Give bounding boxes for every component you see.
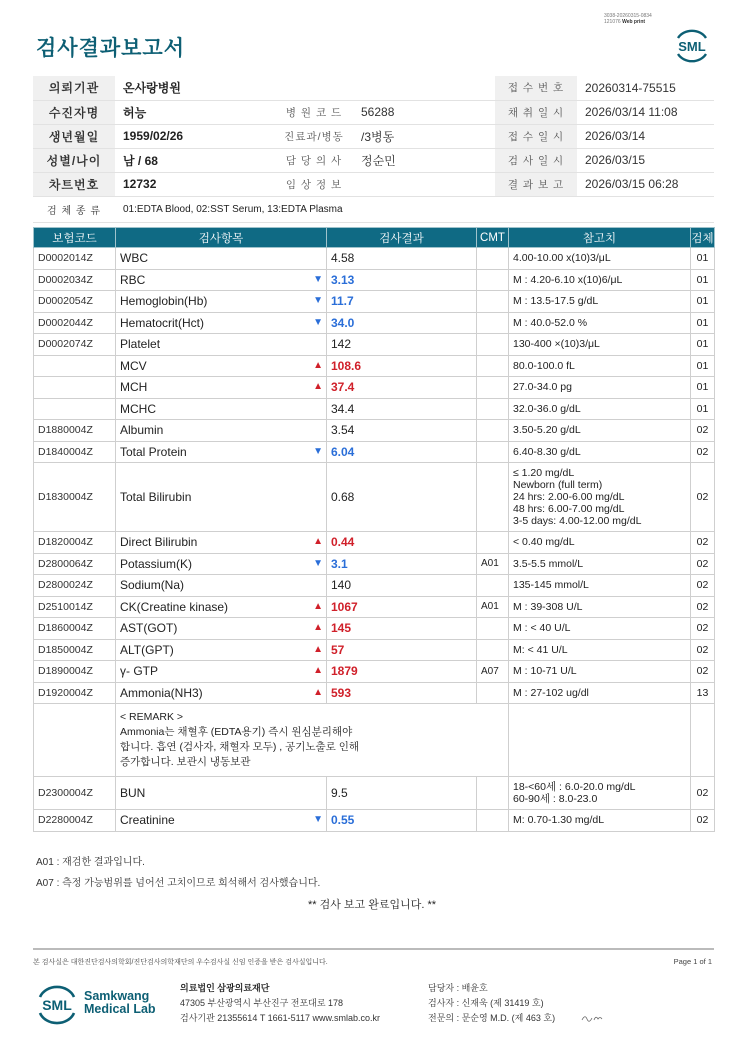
result-value: 108.6 [327, 355, 477, 377]
reference-range: M : 40.0-52.0 % [509, 312, 691, 334]
test-name-text: Direct Bilirubin [120, 535, 198, 550]
column-header: 검체 [691, 228, 715, 248]
org-name: 의료법인 삼광의료재단 [180, 983, 270, 993]
insurance-code: D0002034Z [34, 269, 116, 291]
specimen-code: 01 [691, 248, 715, 270]
reference-range: 3.5-5.5 mmol/L [509, 553, 691, 575]
reference-range: 4.00-10.00 x(10)3/μL [509, 248, 691, 270]
test-date-label: 검 사 일 시 [495, 148, 577, 172]
insurance-code: D0002054Z [34, 291, 116, 313]
specimen-code: 02 [691, 463, 715, 532]
reference-range: M : 13.5-17.5 g/dL [509, 291, 691, 313]
comment-code [477, 777, 509, 810]
test-name [116, 575, 327, 597]
column-header: 참고치 [509, 228, 691, 248]
document-code [604, 13, 652, 25]
result-value: 3.54 [327, 420, 477, 442]
result-value: 3.1 [327, 553, 477, 575]
test-name-text: Platelet [120, 337, 161, 352]
comment-code: A07 [477, 661, 509, 683]
collect-value: 2026/03/14 11:08 [577, 100, 714, 124]
test-name [116, 441, 327, 463]
patient-value: 허능 [115, 100, 275, 124]
brand-line2: Medical Lab [84, 1002, 156, 1016]
test-name-text: Sodium(Na) [120, 578, 185, 593]
table-row [34, 334, 715, 356]
table-row [34, 682, 715, 704]
patient-label: 수진자명 [33, 100, 115, 124]
insurance-code [34, 377, 116, 399]
test-name [116, 553, 327, 575]
recv-date-label: 접 수 일 시 [495, 124, 577, 148]
results-header-row [34, 228, 715, 248]
insurance-code: D0002074Z [34, 334, 116, 356]
insurance-code: D1880004Z [34, 420, 116, 442]
remark-line: < REMARK > [120, 711, 184, 723]
test-name-text: BUN [120, 786, 146, 800]
table-row [34, 661, 715, 683]
note-a01: A01 : 재검한 결과입니다. [36, 857, 145, 868]
web-print-label: Web print [622, 19, 646, 25]
table-row [34, 704, 715, 777]
reference-range: M : 39-308 U/L [509, 596, 691, 618]
test-date-value: 2026/03/15 [577, 148, 714, 172]
result-value: 140 [327, 575, 477, 597]
specimen-code: 02 [691, 618, 715, 640]
table-row [34, 777, 715, 810]
comment-code [477, 618, 509, 640]
logo-text: SML [678, 39, 706, 54]
reference-line: 3-5 days: 4.00-12.00 mg/dL [513, 515, 642, 527]
test-name [116, 682, 327, 704]
comment-code [477, 377, 509, 399]
test-name-text: MCHC [120, 401, 156, 416]
test-name [116, 398, 327, 420]
test-name-text: Total Bilirubin [120, 490, 192, 504]
result-value: 4.58 [327, 248, 477, 270]
comment-code [477, 269, 509, 291]
table-row [34, 596, 715, 618]
test-name-text: CK(Creatine kinase) [120, 599, 229, 614]
result-value: 11.7 [327, 291, 477, 313]
result-value: 145 [327, 618, 477, 640]
collect-label: 채 취 일 시 [495, 100, 577, 124]
table-row [34, 441, 715, 463]
reference-range: 80.0-100.0 fL [509, 355, 691, 377]
test-name-text: RBC [120, 272, 146, 287]
low-flag-icon: ▼ [313, 557, 323, 569]
test-name [116, 618, 327, 640]
test-name [116, 291, 327, 313]
comment-code [477, 810, 509, 832]
doc-code-line2: 121076 [604, 19, 621, 25]
doctor-value: 정순민 [353, 148, 479, 172]
test-name [116, 377, 327, 399]
comment-code [477, 334, 509, 356]
comment-code [477, 441, 509, 463]
high-flag-icon: ▲ [313, 622, 323, 634]
reference-range: 130-400 ×(10)3/μL [509, 334, 691, 356]
test-name-text: ALT(GPT) [120, 642, 174, 657]
insurance-code: D1830004Z [34, 463, 116, 532]
table-row [34, 269, 715, 291]
table-row [34, 420, 715, 442]
table-row [34, 639, 715, 661]
recv-no-value: 20260314-75515 [577, 76, 714, 100]
brand-name [84, 990, 156, 1016]
specimen-code: 02 [691, 532, 715, 554]
test-name [116, 777, 327, 810]
hosp-code-label: 병 원 코 드 [275, 100, 353, 124]
specimen-code: 01 [691, 398, 715, 420]
test-name [116, 810, 327, 832]
insurance-code: D0002014Z [34, 248, 116, 270]
test-name-text: MCH [120, 380, 148, 395]
high-flag-icon: ▲ [313, 665, 323, 677]
clinical-value [353, 172, 479, 196]
org-address: 47305 부산광역시 부산진구 전포대로 178 [180, 998, 344, 1008]
clinical-label: 임 상 정 보 [275, 172, 353, 196]
org-value: 온사랑병원 [115, 76, 495, 100]
test-name [116, 532, 327, 554]
comment-code [477, 682, 509, 704]
specimen-code: 01 [691, 355, 715, 377]
comment-code: A01 [477, 596, 509, 618]
result-value: 142 [327, 334, 477, 356]
note-a07: A07 : 측정 가능범위를 넘어선 고치이므로 희석해서 검사했습니다. [36, 878, 321, 889]
comment-code [477, 312, 509, 334]
results-table [33, 227, 715, 832]
remark-line: 합니다. 흡연 (검사자, 채혈자 모두) , 공기노출로 인해 [120, 741, 360, 753]
insurance-code: D2280004Z [34, 810, 116, 832]
specimen-code: 02 [691, 777, 715, 810]
test-name-text: Hematocrit(Hct) [120, 315, 205, 330]
insurance-code: D1860004Z [34, 618, 116, 640]
recv-no-label: 접 수 번 호 [495, 76, 577, 100]
insurance-code: D2300004Z [34, 777, 116, 810]
specimen-code: 02 [691, 661, 715, 683]
insurance-code: D1890004Z [34, 661, 116, 683]
reference-range: 135-145 mmol/L [509, 575, 691, 597]
specimen-code: 02 [691, 596, 715, 618]
test-name [116, 463, 327, 532]
staff-manager: 담당자 : 배윤호 [428, 983, 488, 993]
column-header: 검사결과 [327, 228, 477, 248]
specimen-code: 01 [691, 269, 715, 291]
table-row [34, 810, 715, 832]
insurance-code: D1840004Z [34, 441, 116, 463]
recv-date-value: 2026/03/14 [577, 124, 714, 148]
column-header: 보험코드 [34, 228, 116, 248]
comment-code [477, 355, 509, 377]
table-row [34, 618, 715, 640]
specimen-code: 02 [691, 639, 715, 661]
reference-line: 60-90세 : 8.0-23.0 [513, 793, 598, 805]
test-name-text: Albumin [120, 423, 164, 438]
table-row [34, 398, 715, 420]
insurance-code: D1850004Z [34, 639, 116, 661]
test-name-text: Creatinine [120, 813, 175, 828]
test-name-text: Hemoglobin(Hb) [120, 294, 208, 309]
table-row [34, 248, 715, 270]
test-name [116, 312, 327, 334]
insurance-code: D2800024Z [34, 575, 116, 597]
organization-info [180, 981, 380, 1026]
specimen-code: 01 [691, 312, 715, 334]
table-row [34, 463, 715, 532]
reference-line: ≤ 1.20 mg/dL [513, 467, 575, 479]
test-name-text: Potassium(K) [120, 556, 193, 571]
reference-range: 3.50-5.20 g/dL [509, 420, 691, 442]
notes [36, 852, 320, 894]
insurance-code: D1920004Z [34, 682, 116, 704]
sml-footer-logo-icon [34, 985, 80, 1025]
high-flag-icon: ▲ [313, 643, 323, 655]
sex-age-label: 성별/나이 [33, 148, 115, 172]
reference-range [509, 777, 691, 810]
comment-code [477, 575, 509, 597]
high-flag-icon: ▲ [313, 359, 323, 371]
low-flag-icon: ▼ [313, 316, 323, 328]
test-name [116, 269, 327, 291]
sml-logo-icon [672, 28, 712, 64]
specimen-code: 02 [691, 575, 715, 597]
result-value: 6.04 [327, 441, 477, 463]
table-row [34, 355, 715, 377]
test-name-text: γ- GTP [120, 664, 158, 679]
patient-info-table [33, 76, 714, 223]
comment-code [477, 463, 509, 532]
report-label: 결 과 보 고 [495, 172, 577, 196]
org-contact: 검사기관 21355614 T 1661-5117 www.smlab.co.kr [180, 1013, 381, 1023]
test-name-text: Total Protein [120, 444, 187, 459]
low-flag-icon: ▼ [313, 445, 323, 457]
test-name [116, 334, 327, 356]
result-value: 34.0 [327, 312, 477, 334]
test-name [116, 596, 327, 618]
insurance-code [34, 398, 116, 420]
remark-line: 증가합니다. 보관시 냉동보관 [120, 756, 251, 768]
specimen-code: 01 [691, 334, 715, 356]
result-value: 34.4 [327, 398, 477, 420]
signature-icon [580, 1013, 604, 1023]
footer-divider [33, 948, 714, 950]
low-flag-icon: ▼ [313, 273, 323, 285]
sex-age-value: 남 / 68 [115, 148, 275, 172]
reference-range: M : 10-71 U/L [509, 661, 691, 683]
insurance-code: D2510014Z [34, 596, 116, 618]
page-title: 검사결과보고서 [36, 37, 186, 60]
test-name-text: Ammonia(NH3) [120, 685, 203, 700]
reference-range [509, 463, 691, 532]
brand-line1: Samkwang [84, 989, 150, 1003]
result-value: 0.44 [327, 532, 477, 554]
staff-tester: 검사자 : 신재욱 (제 31419 호) [428, 998, 544, 1008]
high-flag-icon: ▲ [313, 381, 323, 393]
page-number: Page 1 of 1 [673, 957, 712, 966]
insurance-code: D2800064Z [34, 553, 116, 575]
high-flag-icon: ▲ [313, 600, 323, 612]
test-name [116, 355, 327, 377]
test-name [116, 248, 327, 270]
high-flag-icon: ▲ [313, 686, 323, 698]
dept-value: /3병동 [353, 124, 479, 148]
hosp-code-value: 56288 [353, 100, 479, 124]
result-value: 1879 [327, 661, 477, 683]
comment-code [477, 532, 509, 554]
test-name-text: AST(GOT) [120, 621, 178, 636]
specimen-code: 01 [691, 377, 715, 399]
chart-no-value: 12732 [115, 172, 275, 196]
dept-label: 진료과/병동 [275, 124, 353, 148]
table-row [34, 553, 715, 575]
certification-text: 본 검사실은 대한진단검사의학회/진단검사의학재단의 우수검사실 신임 인증을 받은 검사실입니다. [33, 959, 328, 966]
comment-code: A01 [477, 553, 509, 575]
test-name [116, 661, 327, 683]
report-value: 2026/03/15 06:28 [577, 172, 714, 196]
test-name [116, 420, 327, 442]
insurance-code [34, 355, 116, 377]
reference-range: 32.0-36.0 g/dL [509, 398, 691, 420]
high-flag-icon: ▲ [313, 536, 323, 548]
comment-code [477, 291, 509, 313]
result-value: 0.55 [327, 810, 477, 832]
reference-line: 48 hrs: 6.00-7.00 mg/dL [513, 503, 625, 515]
reference-line: 24 hrs: 2.00-6.00 mg/dL [513, 491, 625, 503]
specimen-code: 02 [691, 553, 715, 575]
remark-line: Ammonia는 채혈후 (EDTA용기) 즉시 원심분리해야 [120, 726, 353, 738]
comment-code [477, 639, 509, 661]
reference-line: Newborn (full term) [513, 479, 603, 491]
reference-line: 18-<60세 : 6.0-20.0 mg/dL [513, 781, 636, 793]
table-row [34, 312, 715, 334]
doctor-label: 담 당 의 사 [275, 148, 353, 172]
column-header: CMT [477, 228, 509, 248]
remark-cell [116, 704, 509, 777]
reference-range: M: 0.70-1.30 mg/dL [509, 810, 691, 832]
specimen-code: 02 [691, 420, 715, 442]
result-value: 0.68 [327, 463, 477, 532]
dob-value: 1959/02/26 [115, 124, 275, 148]
result-value: 1067 [327, 596, 477, 618]
table-row [34, 532, 715, 554]
report-complete-text: ** 검사 보고 완료입니다. ** [307, 899, 437, 911]
insurance-code: D1820004Z [34, 532, 116, 554]
test-name [116, 639, 327, 661]
footer-logo-text: SML [42, 997, 72, 1013]
staff-specialist: 전문의 : 문순영 M.D. (제 463 호) [428, 1013, 556, 1023]
specimen-code: 02 [691, 441, 715, 463]
result-value: 9.5 [327, 777, 477, 810]
result-value: 37.4 [327, 377, 477, 399]
specimen-value: 01:EDTA Blood, 02:SST Serum, 13:EDTA Plasma [115, 196, 714, 222]
result-value: 3.13 [327, 269, 477, 291]
test-name-text: WBC [120, 251, 148, 266]
insurance-code: D0002044Z [34, 312, 116, 334]
low-flag-icon: ▼ [313, 295, 323, 307]
test-name-text: MCV [120, 358, 147, 373]
comment-code [477, 420, 509, 442]
table-row [34, 575, 715, 597]
reference-range: 27.0-34.0 pg [509, 377, 691, 399]
result-value: 593 [327, 682, 477, 704]
specimen-label: 검 체 종 류 [33, 196, 115, 222]
org-label: 의뢰기관 [33, 76, 115, 100]
specimen-code: 01 [691, 291, 715, 313]
chart-no-label: 차트번호 [33, 172, 115, 196]
reference-range: M: < 41 U/L [509, 639, 691, 661]
specimen-code: 02 [691, 810, 715, 832]
staff-info [428, 981, 555, 1026]
table-row [34, 291, 715, 313]
dob-label: 생년월일 [33, 124, 115, 148]
specimen-code: 13 [691, 682, 715, 704]
result-value: 57 [327, 639, 477, 661]
low-flag-icon: ▼ [313, 814, 323, 826]
comment-code [477, 398, 509, 420]
reference-range: M : < 40 U/L [509, 618, 691, 640]
doc-code-line1: 3038-20260315-0834 [604, 13, 652, 19]
reference-range: M : 4.20-6.10 x(10)6/μL [509, 269, 691, 291]
reference-range: M : 27-102 ug/dl [509, 682, 691, 704]
table-row [34, 377, 715, 399]
column-header: 검사항목 [116, 228, 327, 248]
reference-range: < 0.40 mg/dL [509, 532, 691, 554]
reference-range: 6.40-8.30 g/dL [509, 441, 691, 463]
comment-code [477, 248, 509, 270]
